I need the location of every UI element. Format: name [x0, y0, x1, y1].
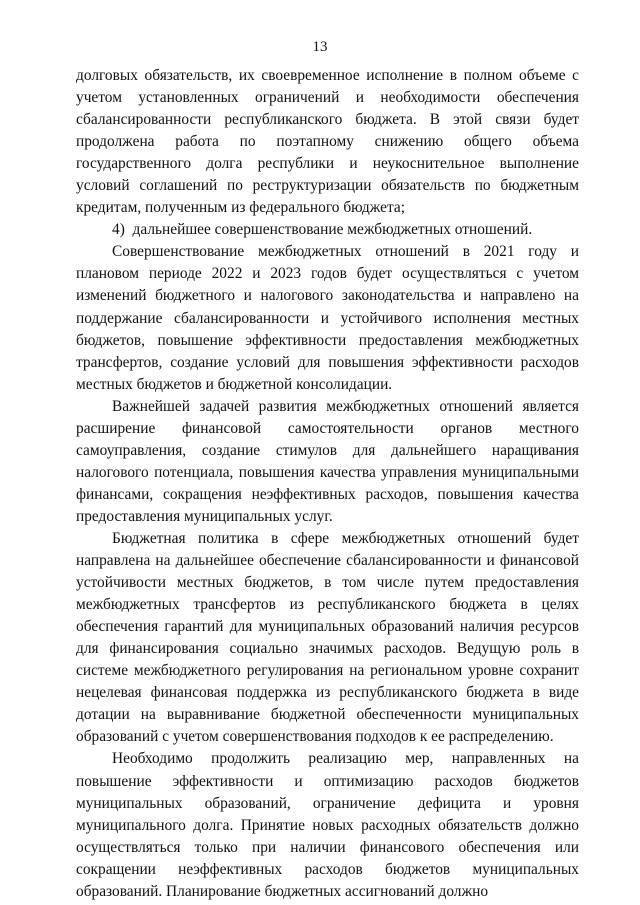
- paragraph-debt-obligations: долговых обязательств, их своевременное исполнение в полном объеме с учетом установленных ограничений и необходимости обеспечения сбалансированности республиканского бюджета. В этой связи будет продолжена работа по поэтапному снижению общего объема государственного долга республики и неукоснительное выполнение условий соглашений по реструктуризации обязательств по бюджетным кредитам, полученным из федерального бюджета;: [76, 67, 579, 217]
- paragraph-budget-policy: Бюджетная политика в сфере межбюджетных отношений будет направлена на дальнейшее обеспечение сбалансированности и финансовой устойчивости местных бюджетов, в том числе путем предоставления межбюджетных трансфертов из республиканского бюджета в целях обеспечения гарантий для муниципальных образований наличия ресурсов для финансирования социально значимых расходов. Ведущую роль в системе межбюджетного регулирования на региональном уровне сохранит нецелевая финансовая поддержка из республиканского бюджета в виде дотации на выравнивание бюджетной обеспеченности муниципальных образований с учетом совершенствования подходов к ее распределению.: [76, 529, 579, 746]
- page-number: 13: [312, 39, 328, 55]
- paragraph-continue-measures: Необходимо продолжить реализацию мер, направленных на повышение эффективности и оптимизацию расходов бюджетов муниципальных образований, ограничение дефицита и уровня муниципального долга. Принятие новых расходных обязательств должно осуществляться только при наличии финансового обеспечения или сокращении неэффективных расходов бюджетов муниципальных образований. Планирование бюджетных ассигнований должно: [76, 750, 579, 900]
- list-item-4: 4) дальнейшее совершенствование межбюджетных отношений.: [112, 221, 533, 239]
- paragraph-improvement: Совершенствование межбюджетных отношений в 2021 году и плановом периоде 2022 и 2023 годов будет осуществляться с учетом изменений бюджетного и налогового законодательства и направлено на поддержание сбалансированности и устойчивого исполнения местных бюджетов, повышение эффективности предоставления межбюджетных трансфертов, создание условий для повышения эффективности расходов местных бюджетов и бюджетной консолидации.: [76, 243, 579, 393]
- paragraph-key-task: Важнейшей задачей развития межбюджетных отношений является расширение финансовой самостоятельности органов местного самоуправления, создание стимулов для дальнейшего наращивания налогового потенциала, повышения качества управления муниципальными финансами, сокращения неэффективных расходов, повышения качества предоставления муниципальных услуг.: [76, 397, 579, 525]
- document-body: [76, 65, 579, 903]
